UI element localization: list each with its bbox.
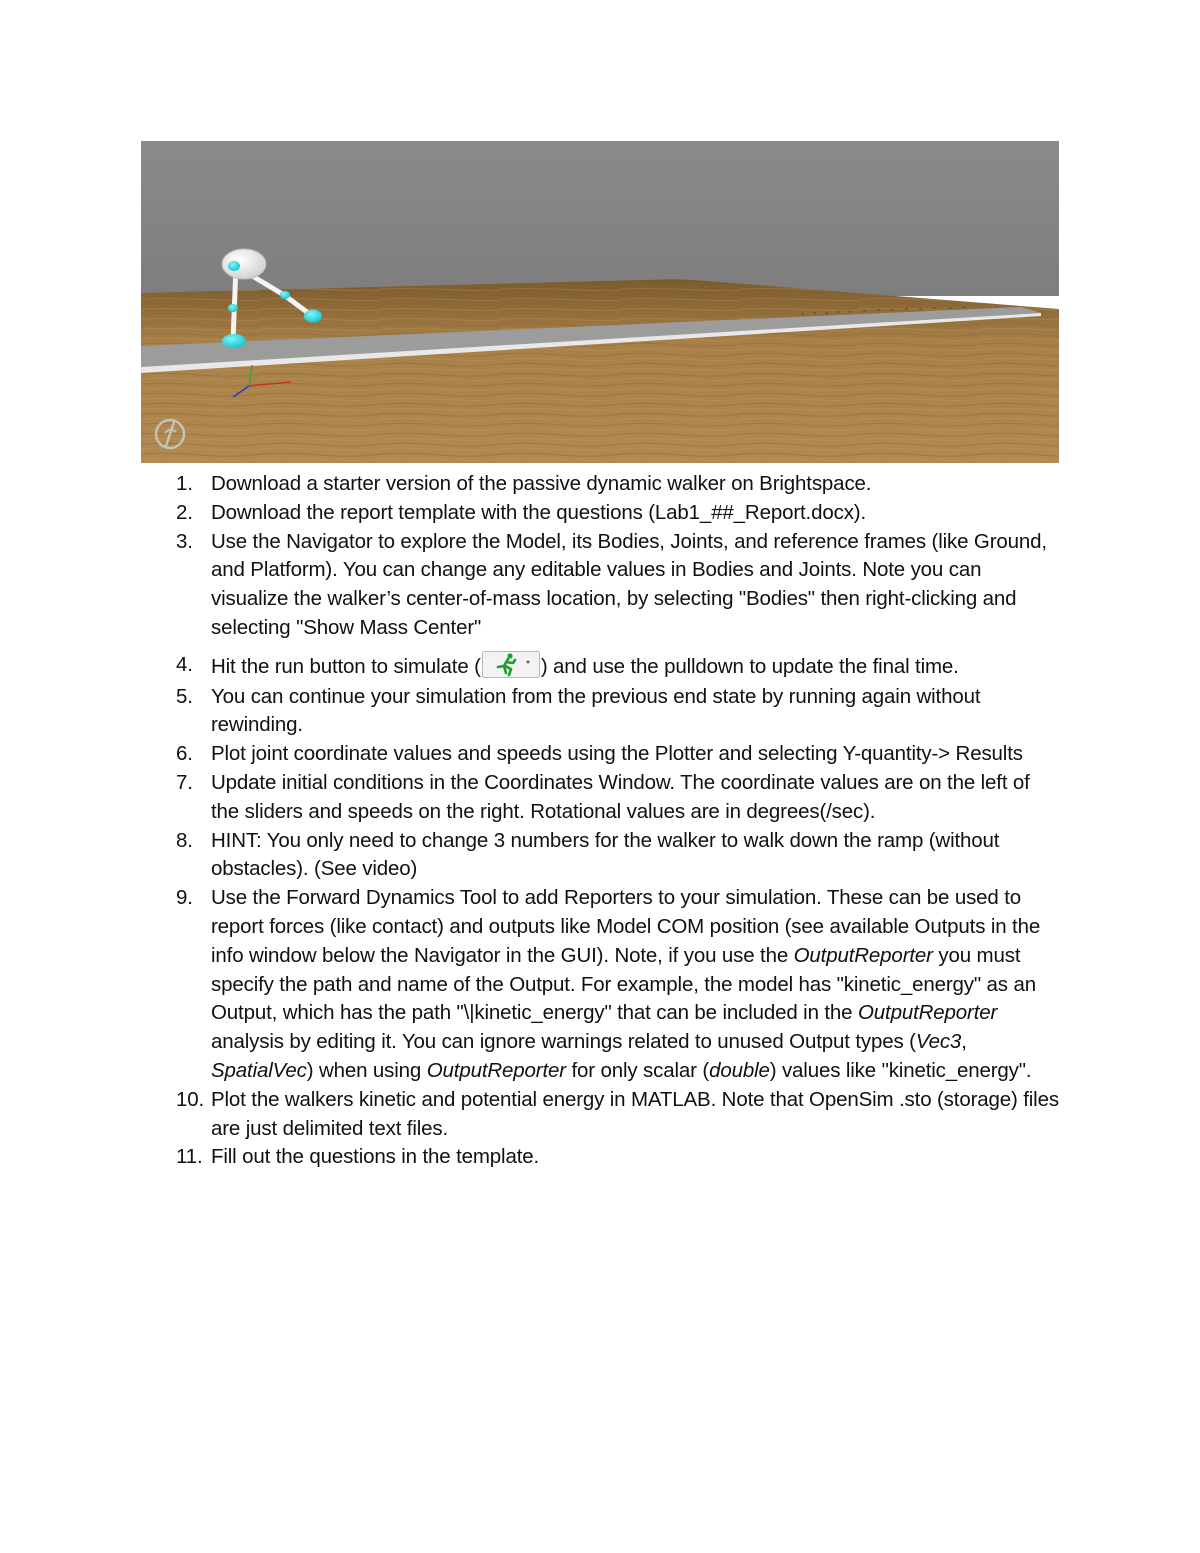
walker-screenshot (141, 141, 1059, 463)
instruction-list (176, 470, 1061, 1172)
italic-term: Vec3 (915, 1030, 962, 1054)
list-text (211, 651, 1061, 682)
list-text (211, 884, 1061, 1086)
italic-term: SpatialVec (211, 1058, 307, 1082)
list-text: You can continue your simulation from the previous end state by running again without rewinding. (211, 684, 981, 737)
list-item (176, 827, 1061, 885)
list-text: Update initial conditions in the Coordinates Window. The coordinate values are on the left of the sliders and speeds on the right. Rotational values are in degrees(/sec). (211, 770, 1030, 823)
list-number: 6. (176, 742, 193, 766)
list-item (176, 769, 1061, 827)
list-item (176, 1086, 1061, 1144)
back-wall (141, 141, 1059, 296)
text-segment: analysis by editing it. You can ignore warnings related to unused Output types ( (211, 1030, 916, 1054)
list-text: Use the Navigator to explore the Model, its Bodies, Joints, and reference frames (like Ground, and Platform). You can change any editable values in Bodies and Joints. Note you can visualize the walker’s center-of-mass location, by selecting "Bodies" then right-clicking and selecting "Show Mass Center" (211, 529, 1047, 639)
text-segment: ) when using (306, 1058, 427, 1082)
list-number: 9. (176, 886, 193, 910)
list-item (176, 470, 1061, 499)
list-number: 10. (176, 1087, 205, 1111)
text-segment: for only scalar ( (565, 1058, 710, 1082)
opensim-scene (141, 141, 1059, 463)
list-text: Plot joint coordinate values and speeds using the Plotter and selecting Y-quantity-> Results (211, 742, 1023, 766)
list-number: 1. (176, 472, 193, 495)
list-item (176, 1143, 1061, 1172)
list-number: 3. (176, 529, 193, 553)
list-number: 11. (176, 1145, 203, 1169)
list-text: Download a starter version of the passive dynamic walker on Brightspace. (211, 472, 872, 495)
list-text: Fill out the questions in the template. (211, 1145, 540, 1169)
list-text-after: ) and use the pulldown to update the final time. (540, 654, 959, 678)
italic-term: OutputReporter (793, 943, 933, 967)
list-item (176, 499, 1061, 528)
italic-term: OutputReporter (426, 1058, 566, 1082)
list-text: HINT: You only need to change 3 numbers for the walker to walk down the ramp (without obstacles). (See video) (211, 828, 1000, 881)
text-segment: ) values like "kinetic_energy". (769, 1058, 1032, 1082)
text-segment: Use the Forward Dynamics Tool to add Reporters to your simulation. These can be used to report forces (like contact) and outputs like Model COM position (see available Outputs in the info window below the Navigator in the GUI). Note, if you use the (211, 886, 1041, 967)
text-segment: you must specify the path and name of the Output. For example, the model has "kinetic_energy" as an Output, which has the path "\|kinetic_energy" that can be included in the (211, 943, 1036, 1025)
list-text: Plot the walkers kinetic and potential energy in MATLAB. Note that OpenSim .sto (storage) files are just delimited text files. (211, 1087, 1059, 1140)
list-number: 4. (176, 652, 193, 676)
list-number: 2. (176, 500, 193, 524)
list-text-before: Hit the run button to simulate ( (211, 654, 481, 678)
list-item (176, 528, 1061, 643)
list-number: 7. (176, 770, 193, 794)
italic-term: double (709, 1058, 770, 1082)
list-number: 5. (176, 684, 193, 708)
list-item (176, 651, 1061, 682)
list-item (176, 683, 1061, 741)
italic-term: OutputReporter (857, 1001, 998, 1025)
text-segment: , (961, 1030, 967, 1054)
list-item (176, 740, 1061, 769)
list-text: Download the report template with the questions (Lab1_##_Report.docx). (211, 500, 867, 524)
list-item (176, 884, 1061, 1086)
list-number: 8. (176, 828, 193, 852)
run-simulation-icon (482, 651, 540, 678)
